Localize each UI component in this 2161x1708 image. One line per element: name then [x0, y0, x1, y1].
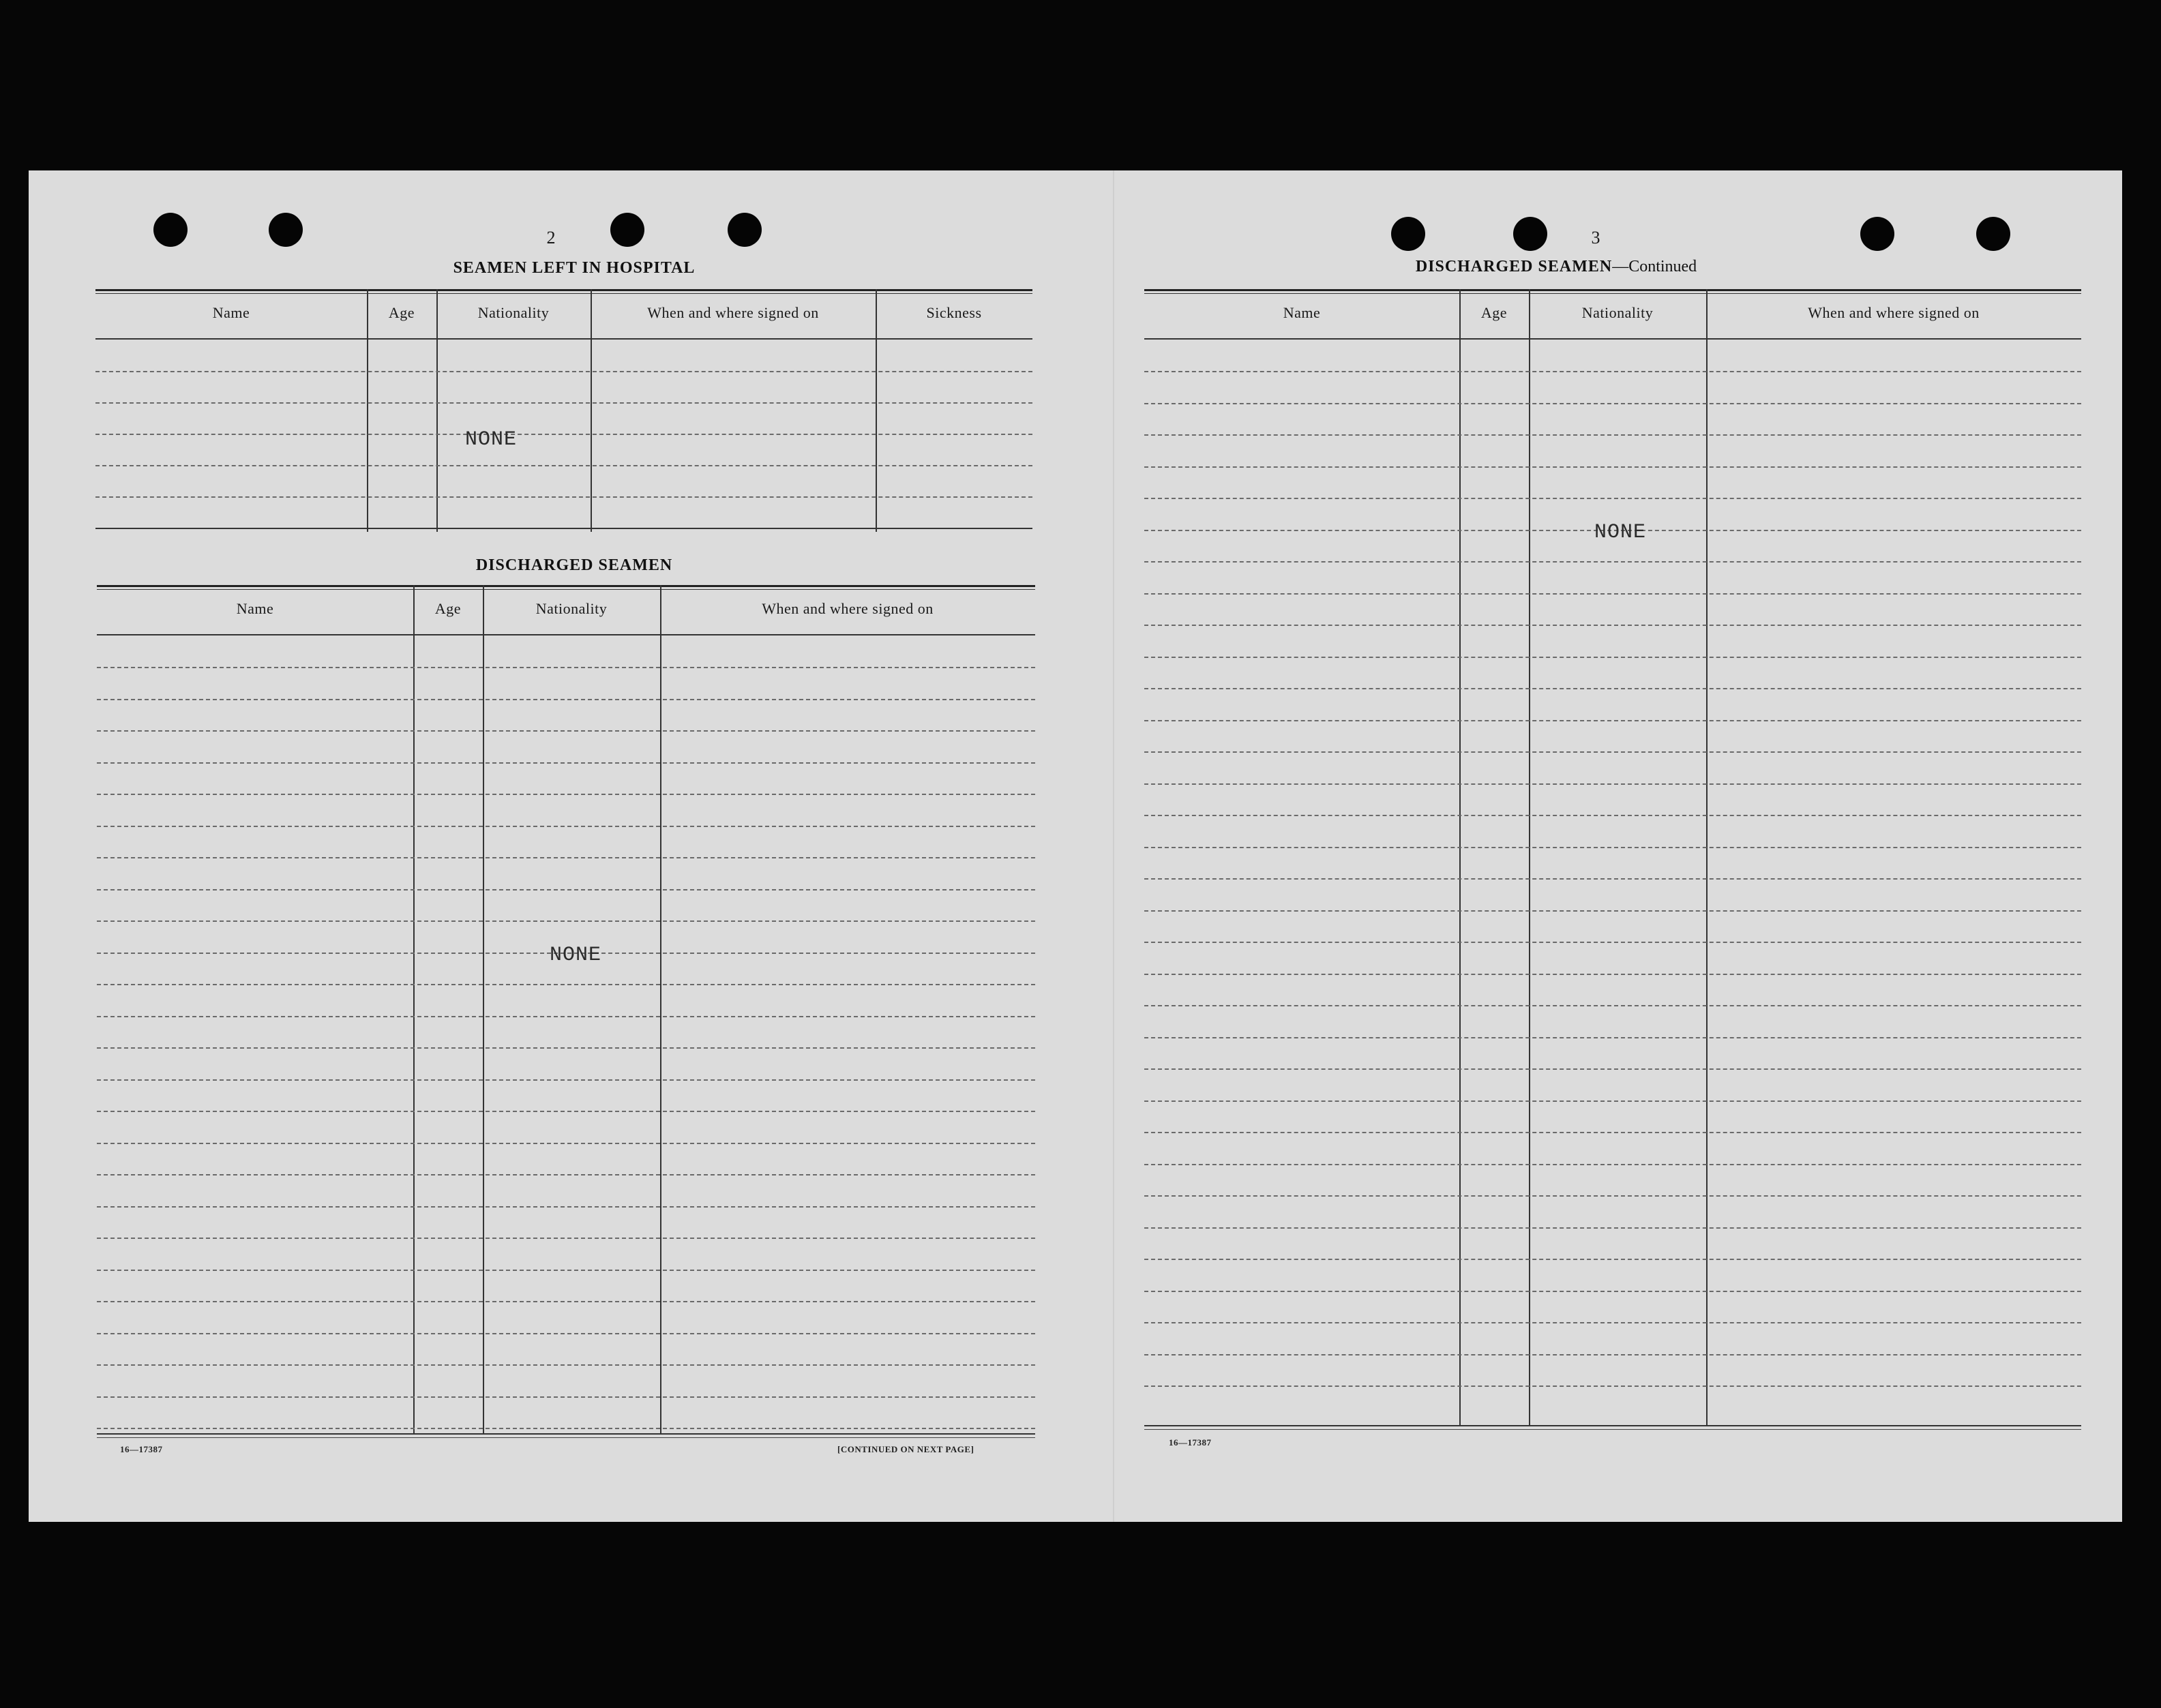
col-header-age: Age — [388, 304, 415, 321]
header-rule — [1144, 338, 2081, 340]
entry-row-line — [1144, 910, 2081, 912]
punch-hole — [269, 213, 303, 247]
table-top-rule — [1144, 289, 2081, 291]
column-divider — [1706, 289, 1708, 1426]
right-form-number: 16—17387 — [1169, 1437, 1212, 1448]
entry-row-line — [1144, 1322, 2081, 1323]
table-bottom-rule — [95, 528, 1032, 529]
entry-row-line — [97, 1364, 1035, 1366]
entry-row-line — [97, 1270, 1035, 1271]
entry-row-line — [95, 496, 1032, 498]
column-divider — [413, 585, 415, 1435]
entry-row-line — [1144, 1227, 2081, 1229]
entry-row-line — [1144, 815, 2081, 816]
entry-row-line — [97, 667, 1035, 668]
entry-row-line — [97, 984, 1035, 985]
right-page-number: 3 — [1591, 228, 1600, 248]
discharged-section-title: DISCHARGED SEAMEN — [475, 556, 673, 574]
discharged-entry-none: NONE — [550, 944, 602, 967]
entry-row-line — [1144, 561, 2081, 563]
continued-note: [CONTINUED ON NEXT PAGE] — [837, 1444, 974, 1454]
punch-hole — [1391, 217, 1425, 251]
page-gutter — [1113, 170, 1114, 1522]
column-divider — [660, 585, 661, 1435]
entry-row-line — [97, 1174, 1035, 1175]
entry-row-line — [95, 402, 1032, 404]
entry-row-line — [95, 465, 1032, 466]
entry-row-line — [97, 857, 1035, 858]
entry-row-line — [1144, 1385, 2081, 1387]
entry-row-line — [97, 1016, 1035, 1017]
col-header-name: Name — [1283, 304, 1321, 321]
discharged-continued-title — [1365, 258, 1747, 276]
entry-row-line — [1144, 593, 2081, 595]
punch-hole — [1513, 217, 1547, 251]
col-header-sickness: Sickness — [926, 304, 982, 321]
discharged-continued-title-text: DISCHARGED SEAMEN — [1415, 258, 1613, 275]
entry-row-line — [1144, 657, 2081, 658]
col-header-signed-on: When and where signed on — [1808, 304, 1980, 321]
entry-row-line — [1144, 783, 2081, 785]
entry-row-line — [97, 1301, 1035, 1302]
column-divider — [436, 289, 438, 532]
entry-row-line — [1144, 1132, 2081, 1133]
table-top-rule — [95, 289, 1032, 291]
column-divider — [591, 289, 592, 532]
entry-row-line — [97, 1333, 1035, 1334]
hospital-entry-none: NONE — [465, 428, 518, 451]
col-header-nationality: Nationality — [1581, 304, 1654, 321]
entry-row-line — [1144, 1100, 2081, 1102]
col-header-nationality: Nationality — [535, 600, 608, 617]
table-bottom-rule — [97, 1433, 1035, 1435]
table-top-rule — [1144, 293, 2081, 294]
col-header-signed-on: When and where signed on — [647, 304, 819, 321]
entry-row-line — [1144, 1068, 2081, 1070]
discharged-continued-entry-none: NONE — [1594, 521, 1647, 544]
entry-row-line — [1144, 403, 2081, 404]
entry-row-line — [1144, 434, 2081, 436]
entry-row-line — [1144, 1354, 2081, 1355]
entry-row-line — [1144, 498, 2081, 499]
entry-row-line — [97, 1143, 1035, 1144]
left-page-number: 2 — [546, 228, 556, 248]
col-header-age: Age — [434, 600, 462, 617]
entry-row-line — [1144, 1164, 2081, 1165]
hospital-section-title: SEAMEN LEFT IN HOSPITAL — [453, 259, 696, 277]
entry-row-line — [1144, 1005, 2081, 1006]
entry-row-line — [97, 1206, 1035, 1208]
discharged-continued-table — [1144, 289, 2081, 1435]
table-top-rule — [97, 589, 1035, 590]
entry-row-line — [97, 1238, 1035, 1239]
col-header-signed-on: When and where signed on — [762, 600, 934, 617]
col-header-name: Name — [236, 600, 274, 617]
entry-row-line — [1144, 720, 2081, 721]
column-divider — [483, 585, 484, 1435]
header-rule — [97, 634, 1035, 635]
hospital-table — [95, 289, 1032, 535]
table-bottom-rule — [97, 1437, 1035, 1438]
continued-suffix: —Continued — [1612, 258, 1697, 275]
entry-row-line — [1144, 1037, 2081, 1038]
column-divider — [367, 289, 368, 532]
entry-row-line — [97, 826, 1035, 827]
entry-row-line — [1144, 1195, 2081, 1197]
entry-row-line — [1144, 625, 2081, 626]
entry-row-line — [97, 1079, 1035, 1081]
column-divider — [876, 289, 877, 532]
entry-row-line — [95, 434, 1032, 435]
column-divider — [1459, 289, 1461, 1426]
entry-row-line — [1144, 1259, 2081, 1260]
left-form-number: 16—17387 — [120, 1444, 163, 1454]
entry-row-line — [97, 1047, 1035, 1049]
entry-row-line — [97, 730, 1035, 732]
header-rule — [95, 338, 1032, 340]
entry-row-line — [1144, 847, 2081, 848]
column-divider — [1529, 289, 1530, 1426]
punch-hole — [610, 213, 644, 247]
entry-row-line — [1144, 974, 2081, 975]
punch-hole — [1976, 217, 2010, 251]
entry-row-line — [97, 889, 1035, 890]
entry-row-line — [1144, 942, 2081, 943]
table-top-rule — [97, 585, 1035, 587]
col-header-age: Age — [1480, 304, 1508, 321]
entry-row-line — [1144, 1291, 2081, 1292]
entry-row-line — [97, 1396, 1035, 1398]
entry-row-line — [95, 371, 1032, 372]
table-bottom-rule — [1144, 1425, 2081, 1426]
entry-row-line — [1144, 878, 2081, 880]
entry-row-line — [97, 762, 1035, 764]
punch-hole — [728, 213, 762, 247]
discharged-table — [97, 585, 1035, 1437]
table-bottom-rule — [1144, 1429, 2081, 1430]
table-top-rule — [95, 293, 1032, 294]
entry-row-line — [97, 794, 1035, 795]
punch-hole — [1860, 217, 1894, 251]
entry-row-line — [1144, 751, 2081, 753]
entry-row-line — [97, 1428, 1035, 1429]
entry-row-line — [1144, 466, 2081, 468]
entry-row-line — [97, 699, 1035, 700]
entry-row-line — [97, 1111, 1035, 1112]
ledger-sheet — [29, 170, 2122, 1522]
entry-row-line — [1144, 688, 2081, 689]
entry-row-line — [1144, 371, 2081, 372]
col-header-name: Name — [212, 304, 250, 321]
col-header-nationality: Nationality — [477, 304, 550, 321]
entry-row-line — [97, 920, 1035, 922]
punch-hole — [153, 213, 188, 247]
